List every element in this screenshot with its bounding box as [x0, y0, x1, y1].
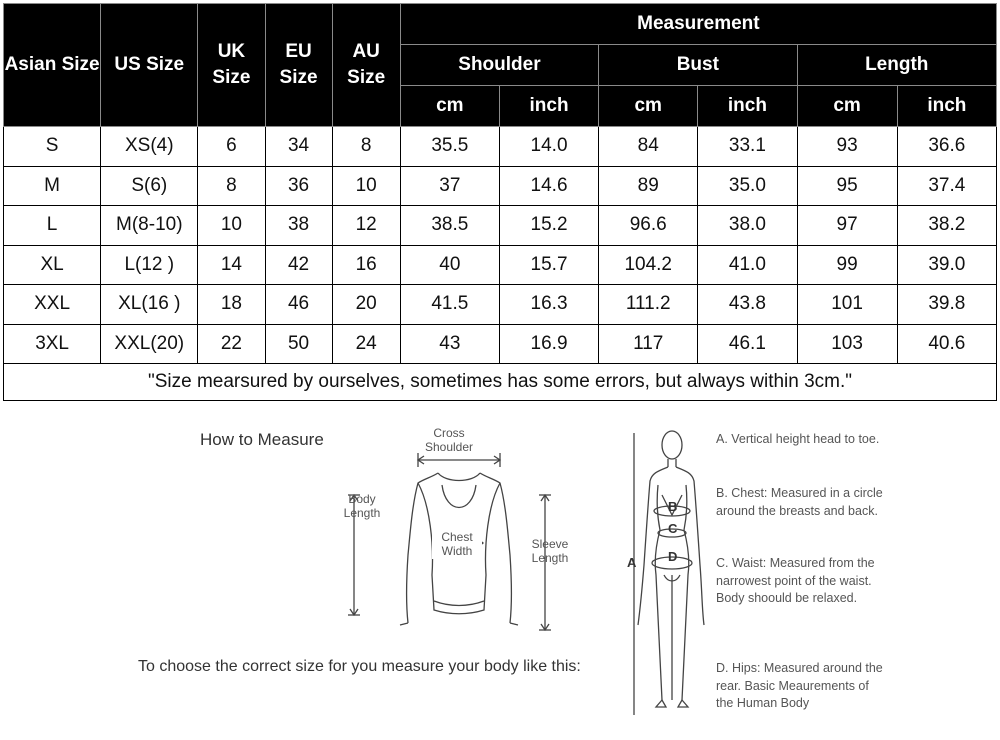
human-body-illustration-icon [626, 425, 706, 725]
table-cell: 14 [198, 245, 265, 285]
table-cell: 24 [332, 324, 400, 364]
header-eu-size: EU Size [265, 4, 332, 127]
table-cell: 18 [198, 285, 265, 325]
table-cell: XXL [4, 285, 101, 325]
table-cell: M(8-10) [101, 206, 198, 246]
table-cell: 41.5 [400, 285, 499, 325]
cross-shoulder-label: Cross Shoulder [424, 426, 474, 454]
table-cell: 15.7 [499, 245, 598, 285]
legend-a: A. Vertical height head to toe. [716, 432, 880, 446]
header-asian-size: Asian Size [4, 4, 101, 127]
header-uk-size: UK Size [198, 4, 265, 127]
table-cell: 35.0 [698, 166, 797, 206]
table-cell: 46 [265, 285, 332, 325]
letter-c: C [668, 521, 678, 536]
table-cell: 43 [400, 324, 499, 364]
table-row [4, 166, 997, 206]
table-cell: 111.2 [599, 285, 698, 325]
table-cell: 39.0 [897, 245, 996, 285]
header-us-size: US Size [101, 4, 198, 127]
table-cell: 95 [797, 166, 897, 206]
table-cell: 10 [332, 166, 400, 206]
table-cell: 37 [400, 166, 499, 206]
table-cell: 33.1 [698, 127, 797, 167]
table-cell: 103 [797, 324, 897, 364]
table-cell: 99 [797, 245, 897, 285]
table-cell: 36.6 [897, 127, 996, 167]
table-row [4, 285, 997, 325]
header-bust-cm: cm [599, 86, 698, 127]
table-cell: 15.2 [499, 206, 598, 246]
table-cell: 84 [599, 127, 698, 167]
table-cell: 97 [797, 206, 897, 246]
table-cell: 20 [332, 285, 400, 325]
table-cell: 38 [265, 206, 332, 246]
table-cell: L(12 ) [101, 245, 198, 285]
measurement-guide [0, 405, 1000, 740]
choose-size-instruction: To choose the correct size for you measure your body like this: [138, 658, 581, 675]
header-length-cm: cm [797, 86, 897, 127]
table-cell: 37.4 [897, 166, 996, 206]
header-bust-inch: inch [698, 86, 797, 127]
table-cell: 43.8 [698, 285, 797, 325]
letter-d: D [668, 549, 678, 564]
table-cell: 93 [797, 127, 897, 167]
table-cell: 38.5 [400, 206, 499, 246]
table-row [4, 324, 997, 364]
table-cell: 12 [332, 206, 400, 246]
sleeve-length-label: Sleeve Length [531, 537, 569, 565]
size-chart-table [3, 3, 997, 401]
size-table-body [4, 127, 997, 364]
table-cell: 34 [265, 127, 332, 167]
header-shoulder-inch: inch [499, 86, 598, 127]
table-note: "Size mearsured by ourselves, sometimes has some errors, but always within 3cm." [4, 364, 997, 401]
table-cell: 14.6 [499, 166, 598, 206]
table-cell: 50 [265, 324, 332, 364]
table-cell: 38.0 [698, 206, 797, 246]
table-cell: 8 [332, 127, 400, 167]
how-to-measure-title: How to Measure [200, 430, 324, 449]
table-cell: XL [4, 245, 101, 285]
header-measurement: Measurement [400, 4, 996, 45]
table-cell: XXL(20) [101, 324, 198, 364]
table-cell: 6 [198, 127, 265, 167]
header-shoulder: Shoulder [400, 45, 598, 86]
header-bust: Bust [599, 45, 797, 86]
table-cell: 39.8 [897, 285, 996, 325]
table-row [4, 127, 997, 167]
table-row [4, 206, 997, 246]
header-shoulder-cm: cm [400, 86, 499, 127]
table-cell: 36 [265, 166, 332, 206]
table-cell: 10 [198, 206, 265, 246]
legend-c: C. Waist: Measured from the narrowest point of the waist. Body shoould be relaxed. [716, 556, 875, 605]
table-cell: 40 [400, 245, 499, 285]
table-cell: L [4, 206, 101, 246]
table-cell: 16 [332, 245, 400, 285]
table-cell: 117 [599, 324, 698, 364]
header-length-inch: inch [897, 86, 996, 127]
table-cell: 40.6 [897, 324, 996, 364]
table-cell: 3XL [4, 324, 101, 364]
legend-d: D. Hips: Measured around the rear. Basic Meaurements of the Human Body [716, 661, 883, 710]
header-length: Length [797, 45, 997, 86]
table-cell: 101 [797, 285, 897, 325]
legend-b: B. Chest: Measured in a circle around the breasts and back. [716, 486, 883, 518]
table-cell: 41.0 [698, 245, 797, 285]
letter-b: B [668, 499, 678, 514]
header-au-size: AU Size [332, 4, 400, 127]
table-cell: 14.0 [499, 127, 598, 167]
table-cell: 104.2 [599, 245, 698, 285]
table-cell: 16.9 [499, 324, 598, 364]
table-cell: XL(16 ) [101, 285, 198, 325]
table-cell: M [4, 166, 101, 206]
table-row [4, 245, 997, 285]
table-cell: 38.2 [897, 206, 996, 246]
table-cell: S [4, 127, 101, 167]
table-cell: 16.3 [499, 285, 598, 325]
table-cell: 46.1 [698, 324, 797, 364]
letter-a: A [627, 555, 637, 570]
table-cell: 89 [599, 166, 698, 206]
table-cell: 42 [265, 245, 332, 285]
table-cell: XS(4) [101, 127, 198, 167]
table-cell: S(6) [101, 166, 198, 206]
chest-width-label: Chest Width [432, 531, 482, 559]
table-cell: 96.6 [599, 206, 698, 246]
table-cell: 22 [198, 324, 265, 364]
body-length-label: Body Length [343, 492, 381, 520]
table-cell: 35.5 [400, 127, 499, 167]
table-cell: 8 [198, 166, 265, 206]
